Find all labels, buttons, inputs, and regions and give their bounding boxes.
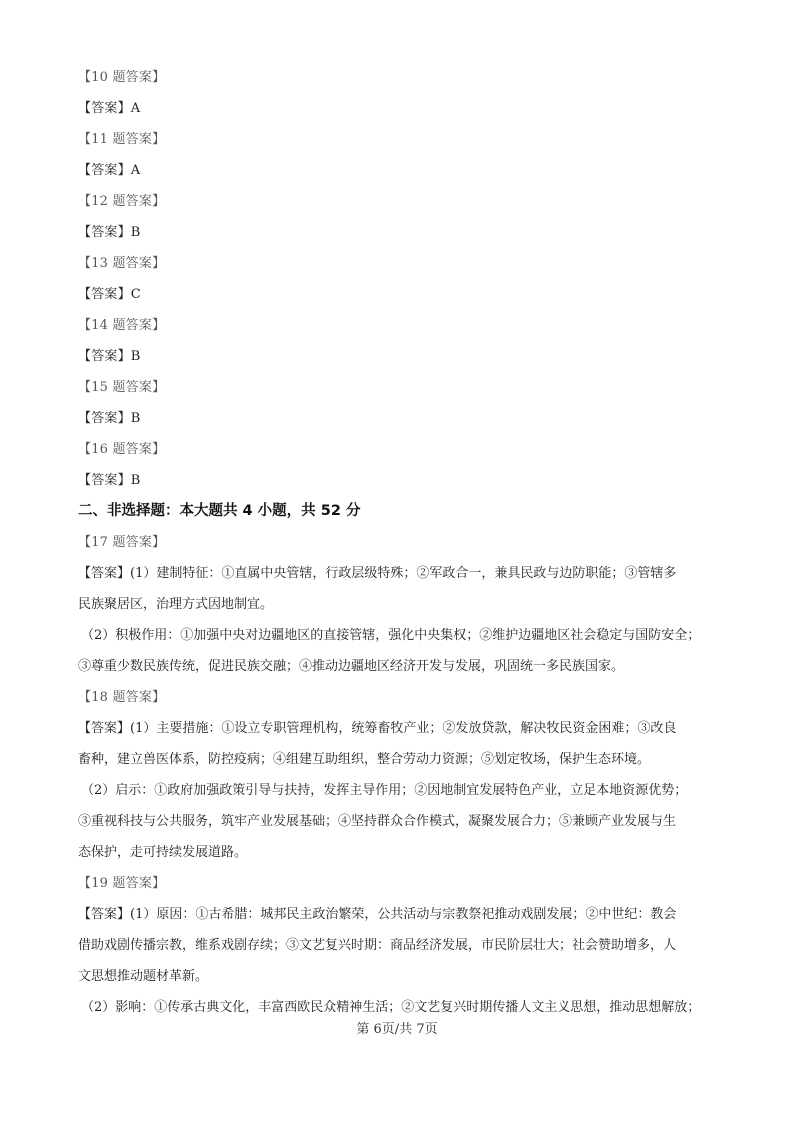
section-heading: 二、非选择题：本大题共 4 小题，共 52 分: [78, 503, 361, 519]
answer-content: [78, 62, 720, 1023]
answer-text-line: （2）积极作用：①加强中央对边疆地区的直接管辖，强化中央集权；②维护边疆地区社会稳定与国防安全；: [81, 628, 701, 643]
answer-paragraph: [78, 899, 720, 1023]
answer-text-line: 文思想推动题材革新。: [78, 969, 209, 984]
answer-line: 【答案】A: [78, 101, 141, 116]
question-label: 【11 题答案】: [78, 132, 166, 147]
answer-paragraph: [78, 558, 720, 682]
q17-block: [78, 527, 720, 682]
question-label: 【12 题答案】: [78, 194, 166, 209]
choice-answers: [78, 62, 720, 496]
question-label: 【16 题答案】: [78, 442, 166, 457]
question-label: 【18 题答案】: [78, 690, 166, 705]
page-number: 第 6页/共 7页: [356, 1022, 438, 1037]
answer-text-line: 借助戏剧传播宗教，维系戏剧存续；③文艺复兴时期：商品经济发展，市民阶层壮大；社会赞助增多，人: [78, 938, 677, 953]
answer-line: 【答案】B: [78, 225, 141, 240]
question-label: 【19 题答案】: [78, 876, 166, 891]
answer-text-line: ③重视科技与公共服务，筑牢产业发展基础；④坚持群众合作模式，凝聚发展合力；⑤兼顾产业发展与生: [78, 814, 677, 829]
question-label: 【17 题答案】: [78, 535, 166, 550]
question-label: 【10 题答案】: [78, 70, 166, 85]
q18-block: [78, 682, 720, 868]
question-label: 【15 题答案】: [78, 380, 166, 395]
answer-text-line: 态保护，走可持续发展道路。: [78, 845, 248, 860]
q19-block: [78, 868, 720, 1023]
answer-line: 【答案】C: [78, 287, 141, 302]
answer-line: 【答案】B: [78, 473, 141, 488]
answer-text-line: 【答案】(1）主要措施：①设立专职管理机构，统筹畜牧产业；②发放贷款，解决牧民资金困难；③改良: [78, 721, 677, 736]
answer-paragraph: [78, 713, 720, 868]
answer-line: 【答案】A: [78, 163, 141, 178]
answer-text-line: 【答案】(1）原因：①古希腊：城邦民主政治繁荣，公共活动与宗教祭祀推动戏剧发展；②中世纪：教会: [78, 907, 677, 922]
answer-text-line: 畜种，建立兽医体系，防控疫病；④组建互助组织，整合劳动力资源；⑤划定牧场，保护生态环境。: [78, 752, 651, 767]
question-label: 【13 题答案】: [78, 256, 166, 271]
question-label: 【14 题答案】: [78, 318, 166, 333]
answer-text-line: （2）影响：①传承古典文化，丰富西欧民众精神生活；②文艺复兴时期传播人文主义思想，推动思想解放；: [81, 1000, 701, 1015]
answer-text-line: ③尊重少数民族传统，促进民族交融；④推动边疆地区经济开发与发展，巩固统一多民族国家。: [78, 659, 625, 674]
answer-text-line: （2）启示：①政府加强政策引导与扶持，发挥主导作用；②因地制宜发展特色产业，立足本地资源优势；: [81, 783, 688, 798]
answer-text-line: 民族聚居区，治理方式因地制宜。: [78, 597, 274, 612]
answer-text-line: 【答案】(1）建制特征：①直属中央管辖，行政层级特殊；②军政合一，兼具民政与边防职能；③管辖多: [78, 566, 677, 581]
answer-line: 【答案】B: [78, 411, 141, 426]
answer-line: 【答案】B: [78, 349, 141, 364]
